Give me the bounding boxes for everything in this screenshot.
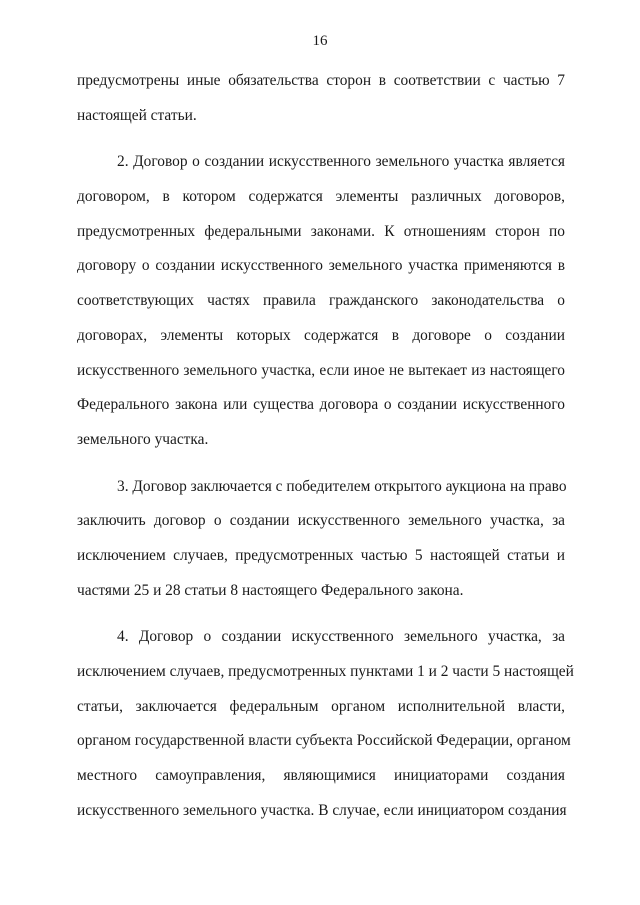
text-line: предусмотренных федеральными законами. К отношениям сторон по bbox=[77, 222, 565, 240]
text-line: Федерального закона или существа договора о создании искусственного bbox=[77, 396, 565, 414]
text-line: заключить договор о создании искусственного земельного участка, за bbox=[77, 512, 565, 530]
text-line: искусственного земельного участка, если иное не вытекает из настоящего bbox=[77, 361, 565, 379]
text-line: исключением случаев, предусмотренных пунктами 1 и 2 части 5 настоящей bbox=[77, 663, 574, 680]
text-line: частями 25 и 28 статьи 8 настоящего Федерального закона. bbox=[77, 581, 464, 599]
text-line: договором, в котором содержатся элементы различных договоров, bbox=[77, 188, 565, 206]
paragraph-4 bbox=[77, 620, 574, 828]
text-line: исключением случаев, предусмотренных частью 5 настоящей статьи и bbox=[77, 546, 565, 564]
text-line: статьи, заключается федеральным органом исполнительной власти, bbox=[77, 697, 565, 715]
paragraph-continuation bbox=[77, 64, 565, 133]
text-line: органом государственной власти субъекта Российской Федерации, органом bbox=[77, 732, 571, 750]
paragraph-3 bbox=[77, 470, 565, 609]
text-line: земельного участка. bbox=[77, 430, 209, 448]
paragraph-2 bbox=[77, 145, 565, 457]
document-body bbox=[77, 64, 574, 828]
text-line: договору о создании искусственного земельного участка применяются в bbox=[77, 257, 565, 275]
text-line: местного самоуправления, являющимися инициаторами создания bbox=[77, 767, 565, 785]
text-line: 2. Договор о создании искусственного земельного участка является bbox=[117, 153, 565, 171]
text-line: предусмотрены иные обязательства сторон в соответствии с частью 7 bbox=[77, 72, 565, 89]
text-line: договорах, элементы которых содержатся в договоре о создании bbox=[77, 326, 565, 344]
page-number: 16 bbox=[312, 33, 328, 49]
text-line: 4. Договор о создании искусственного земельного участка, за bbox=[117, 628, 565, 646]
text-line: искусственного земельного участка. В случае, если инициатором создания bbox=[77, 801, 567, 819]
text-line: соответствующих частях правила гражданского законодательства о bbox=[77, 292, 565, 310]
text-line: настоящей статьи. bbox=[77, 106, 197, 124]
text-line: 3. Договор заключается с победителем открытого аукциона на право bbox=[117, 477, 567, 495]
